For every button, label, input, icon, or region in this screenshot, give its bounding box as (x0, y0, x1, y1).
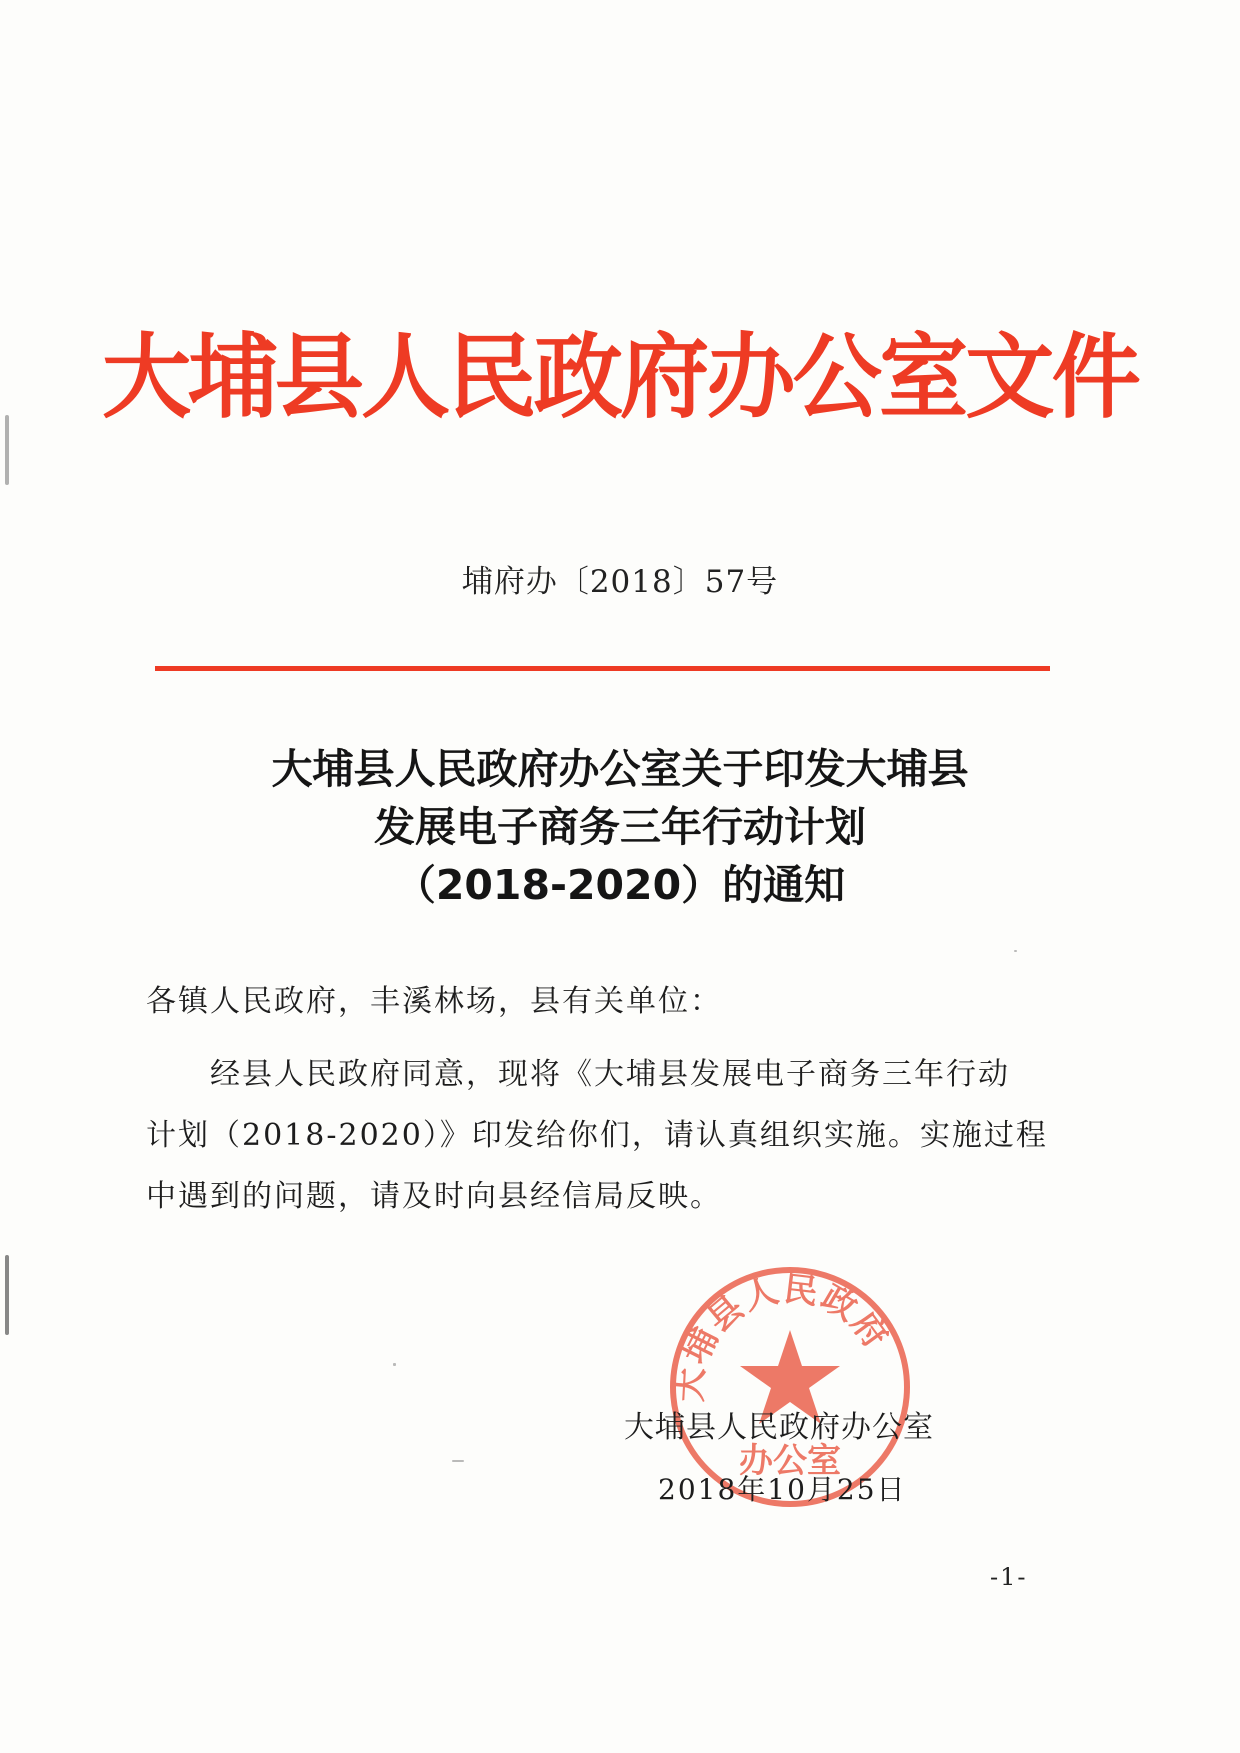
seal-text-arc: 大埔县人民政府 (670, 1268, 897, 1404)
body-line: 计划（2018-2020）》印发给你们，请认真组织实施。实施过程 (146, 1118, 1048, 1153)
masthead-title: 大埔县人民政府办公室文件 (102, 324, 1138, 431)
scan-speck (1014, 950, 1017, 952)
notice-title-line: 发展电子商务三年行动计划 (374, 803, 866, 851)
page-number: -1- (990, 1563, 1028, 1591)
notice-title (0, 740, 1240, 914)
scan-speck (393, 1363, 396, 1366)
seal-text-bottom: 办公室 (739, 1441, 841, 1481)
notice-title-line: 大埔县人民政府办公室关于印发大埔县 (271, 745, 969, 793)
body-paragraph (146, 1044, 1066, 1227)
notice-title-line: （2018-2020）的通知 (394, 861, 846, 909)
body-line: 中遇到的问题，请及时向县经信局反映。 (146, 1179, 722, 1214)
document-number: 埔府办〔2018〕57号 (461, 564, 779, 600)
issuer-signature: 大埔县人民政府办公室 (624, 1410, 934, 1445)
scan-speck (452, 1460, 464, 1462)
issue-date: 2018年10月25日 (658, 1473, 907, 1506)
body-line: 经县人民政府同意，现将《大埔县发展电子商务三年行动 (210, 1057, 1010, 1092)
scan-edge-mark (5, 1255, 9, 1335)
red-divider-line (155, 666, 1050, 671)
scan-edge-mark (5, 415, 9, 485)
salutation: 各镇人民政府，丰溪林场，县有关单位： (146, 984, 722, 1019)
